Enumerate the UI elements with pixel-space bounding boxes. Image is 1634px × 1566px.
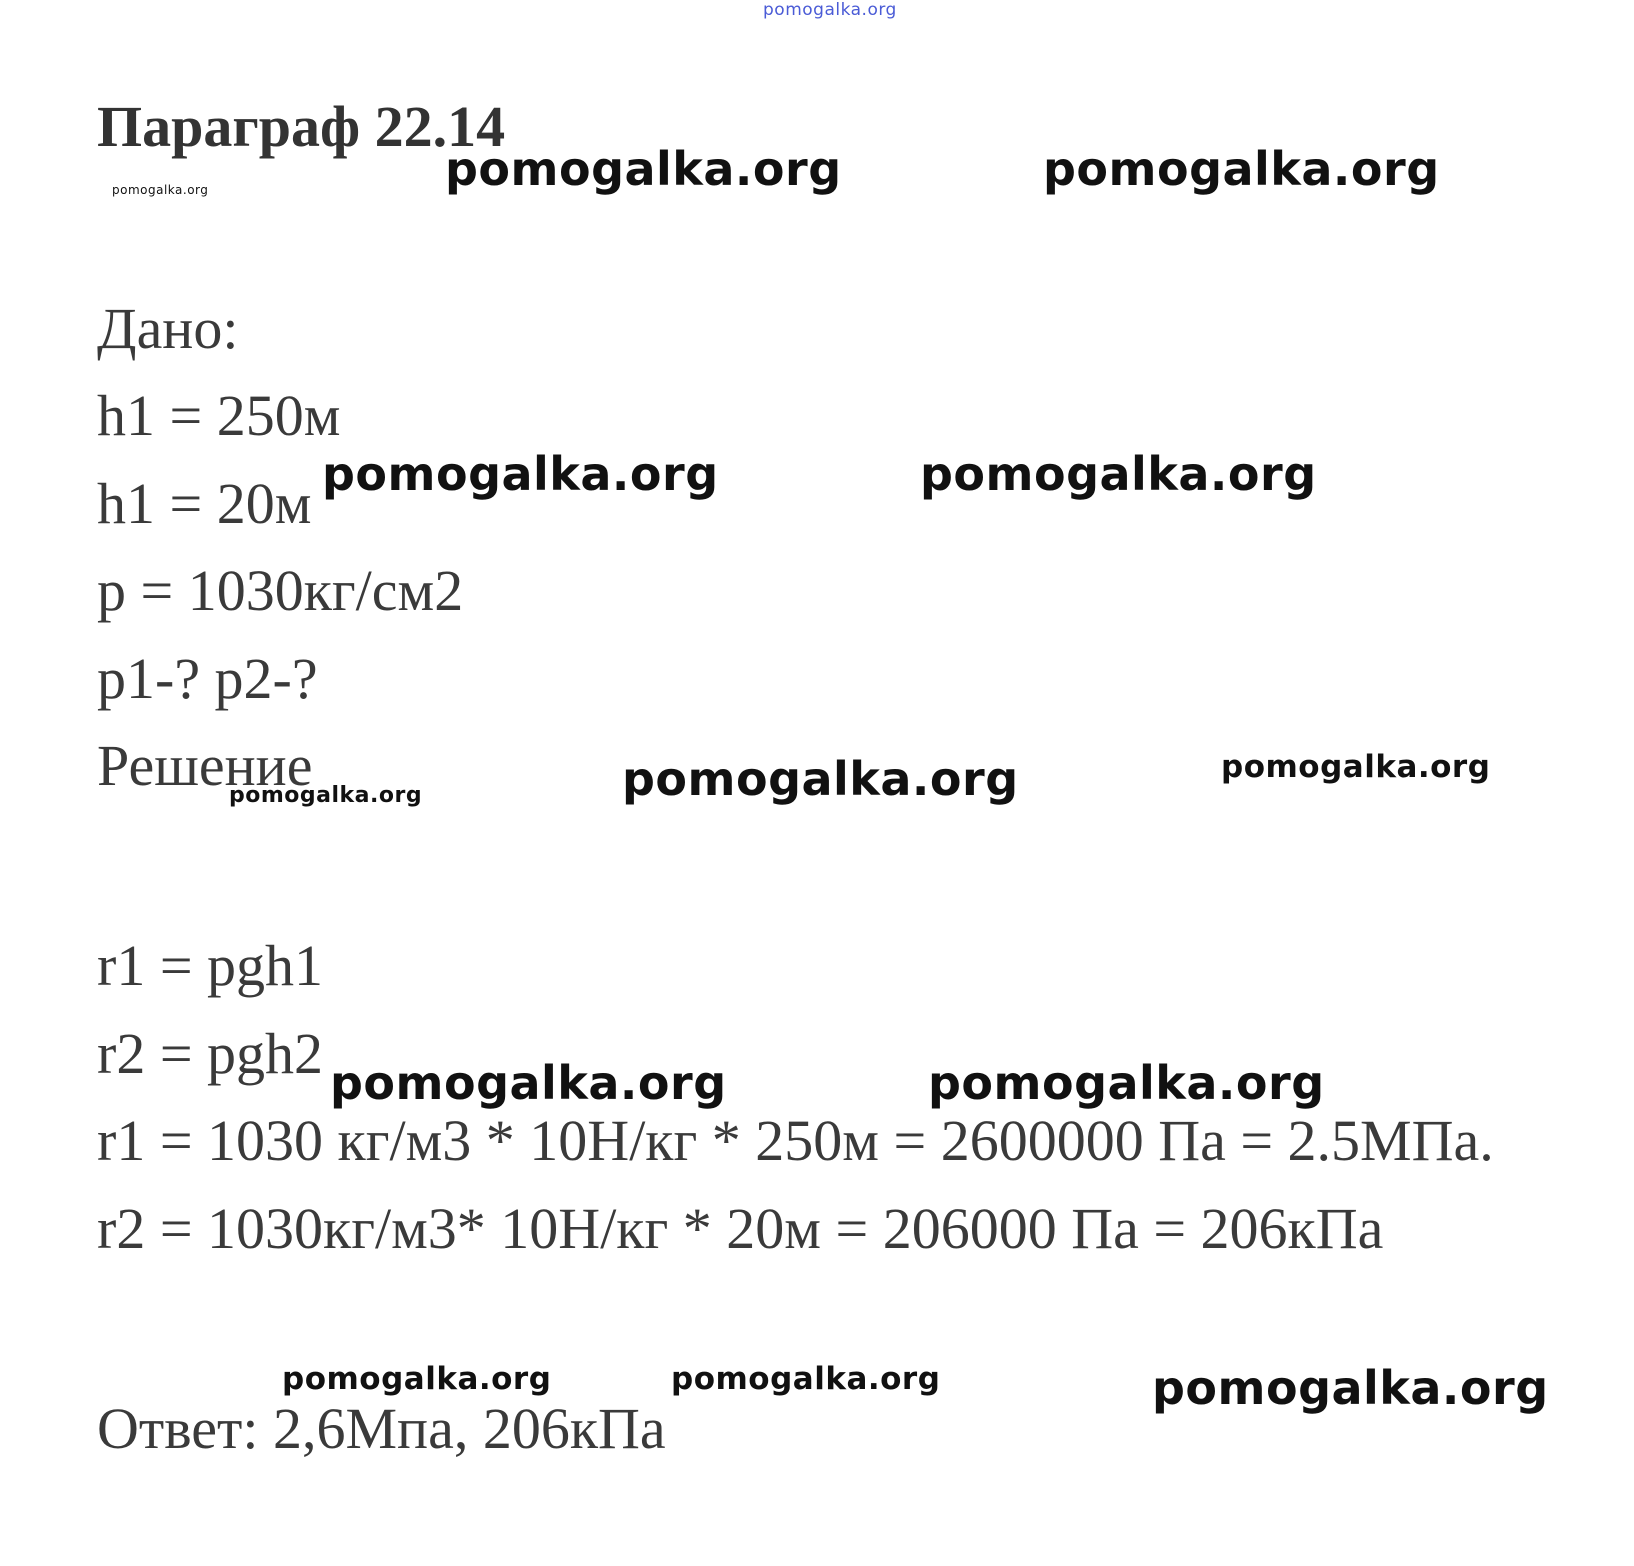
solution-line: r1 = 1030 кг/м3 * 10Н/кг * 250м = 2600000 Па = 2.5МПа. xyxy=(97,1108,1494,1173)
watermark: pomogalka.org xyxy=(622,752,1019,806)
answer: Ответ: 2,6Мпа, 206кПа xyxy=(97,1396,666,1461)
watermark: pomogalka.org xyxy=(1152,1361,1549,1415)
given-line: h1 = 20м xyxy=(97,471,312,536)
watermark: pomogalka.org xyxy=(112,183,209,197)
watermark: pomogalka.org xyxy=(671,1361,941,1397)
watermark: pomogalka.org xyxy=(920,447,1317,501)
given-label: Дано: xyxy=(97,296,239,361)
page-title: Параграф 22.14 xyxy=(97,94,506,159)
solution-line: r1 = pgh1 xyxy=(97,933,324,998)
watermark: pomogalka.org xyxy=(1221,749,1491,785)
solution-line: r2 = pgh2 xyxy=(97,1021,324,1086)
watermark: pomogalka.org xyxy=(322,447,719,501)
watermark: pomogalka.org xyxy=(928,1056,1325,1110)
watermark: pomogalka.org xyxy=(445,142,842,196)
watermark: pomogalka.org xyxy=(1043,142,1440,196)
header-watermark: pomogalka.org xyxy=(763,0,897,20)
watermark: pomogalka.org xyxy=(330,1056,727,1110)
solution-label: Решение xyxy=(97,733,313,798)
given-line: p1-? p2-? xyxy=(97,646,318,711)
given-line: h1 = 250м xyxy=(97,383,341,448)
watermark: pomogalka.org xyxy=(229,783,423,808)
given-line: p = 1030кг/см2 xyxy=(97,558,464,623)
watermark: pomogalka.org xyxy=(282,1361,552,1397)
solution-line: r2 = 1030кг/м3* 10Н/кг * 20м = 206000 Па = 206кПа xyxy=(97,1196,1384,1261)
